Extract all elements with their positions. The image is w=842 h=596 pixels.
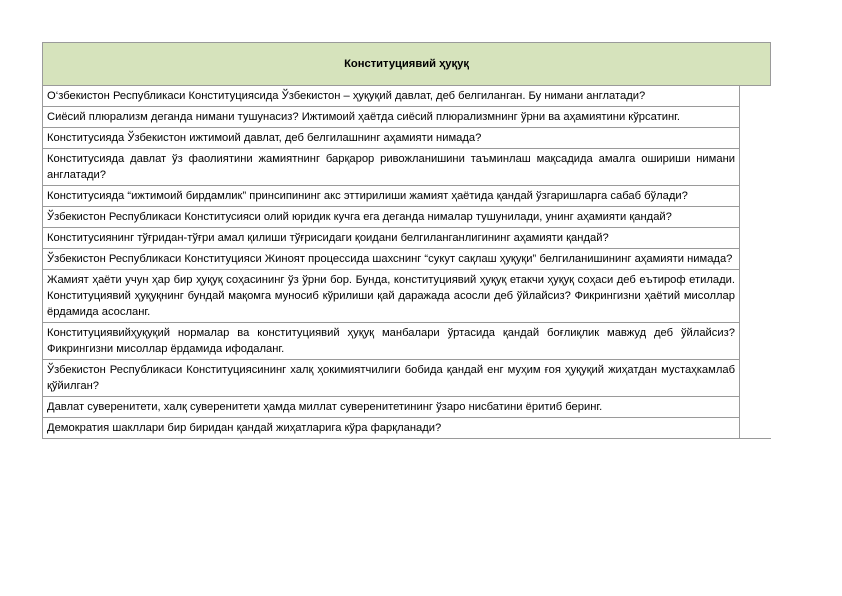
empty-cell <box>740 360 771 397</box>
question-cell: Демократия шакллари бир биридан қандай жиҳатларига кўра фарқланади? <box>43 418 740 439</box>
question-cell: Жамият ҳаёти учун ҳар бир ҳуқуқ соҳасининг ўз ўрни бор. Бунда, конституциявий ҳуқуқ етакчи ҳуқуқ соҳаси деб еътироф етилади. Конституциявий ҳуқуқнинг бундай мақомга муносиб кўрилиши қай даражада асосли деб ўйлайсиз? Фикрингизни ҳаётий мисоллар ёрдамида асосланг. <box>43 270 740 323</box>
table-title: Конституциявий ҳуқуқ <box>43 43 771 86</box>
table-row <box>43 418 771 439</box>
empty-cell <box>740 270 771 323</box>
question-cell: Ўзбекистон Республикаси Конституцияси Жиноят процессида шахснинг “сукут сақлаш ҳуқуқи” белгиланишининг аҳамияти нимада? <box>43 249 740 270</box>
empty-cell <box>740 107 771 128</box>
question-cell: Конституциявийҳуқуқий нормалар ва конституциявий ҳуқуқ манбалари ўртасида қандай боғлиқлик мавжуд деб ўйлайсиз? Фикрингизни мисоллар ёрдамида ифодаланг. <box>43 323 740 360</box>
empty-cell <box>740 418 771 439</box>
question-cell: Ўзбекистон Республикаси Конституциясининг халқ ҳокимиятчилиги бобида қандай енг муҳим ғоя ҳуқуқий жиҳатдан мустаҳкамлаб қўйилган? <box>43 360 740 397</box>
empty-cell <box>740 128 771 149</box>
table-row <box>43 186 771 207</box>
empty-cell <box>740 149 771 186</box>
table-row <box>43 270 771 323</box>
question-cell: Конститусияда давлат ўз фаолиятини жамиятнинг барқарор ривожланишини таъминлаш мақсадида амалга ошириши нимани англатади? <box>43 149 740 186</box>
table-row <box>43 397 771 418</box>
table-row <box>43 86 771 107</box>
empty-cell <box>740 397 771 418</box>
question-cell: Конститусияда “ижтимоий бирдамлик” принсипининг акс эттирилиши жамият ҳаётида қандай ўзгаришларга сабаб бўлади? <box>43 186 740 207</box>
empty-cell <box>740 207 771 228</box>
questions-table <box>42 42 771 439</box>
empty-cell <box>740 186 771 207</box>
table-row <box>43 128 771 149</box>
table-row <box>43 107 771 128</box>
table-row <box>43 323 771 360</box>
table-row <box>43 149 771 186</box>
empty-cell <box>740 228 771 249</box>
table-row <box>43 360 771 397</box>
question-cell: Давлат суверенитети, халқ суверенитети ҳамда миллат суверенитетининг ўзаро нисбатини ёритиб беринг. <box>43 397 740 418</box>
question-cell: Ўзбекистон Республикаси Конститусияси олий юридик кучга ега деганда нималар тушунилади, унинг аҳамияти қандай? <box>43 207 740 228</box>
question-cell: Конститусиянинг тўғридан-тўғри амал қилиши тўғрисидаги қоидани белгиланганлигининг аҳамияти қандай? <box>43 228 740 249</box>
empty-cell <box>740 86 771 107</box>
table-row <box>43 207 771 228</box>
table-row <box>43 249 771 270</box>
question-cell: О‘збекистон Республикаси Конституциясида Ўзбекистон – ҳуқуқий давлат, деб белгиланган. Бу нимани англатади? <box>43 86 740 107</box>
empty-cell <box>740 249 771 270</box>
empty-cell <box>740 323 771 360</box>
table-header-row <box>43 43 771 86</box>
question-cell: Конститусияда Ўзбекистон ижтимоий давлат, деб белгилашнинг аҳамияти нимада? <box>43 128 740 149</box>
table-row <box>43 228 771 249</box>
question-cell: Сиёсий плюрализм деганда нимани тушунасиз? Ижтимоий ҳаётда сиёсий плюрализмнинг ўрни ва аҳамиятини кўрсатинг. <box>43 107 740 128</box>
